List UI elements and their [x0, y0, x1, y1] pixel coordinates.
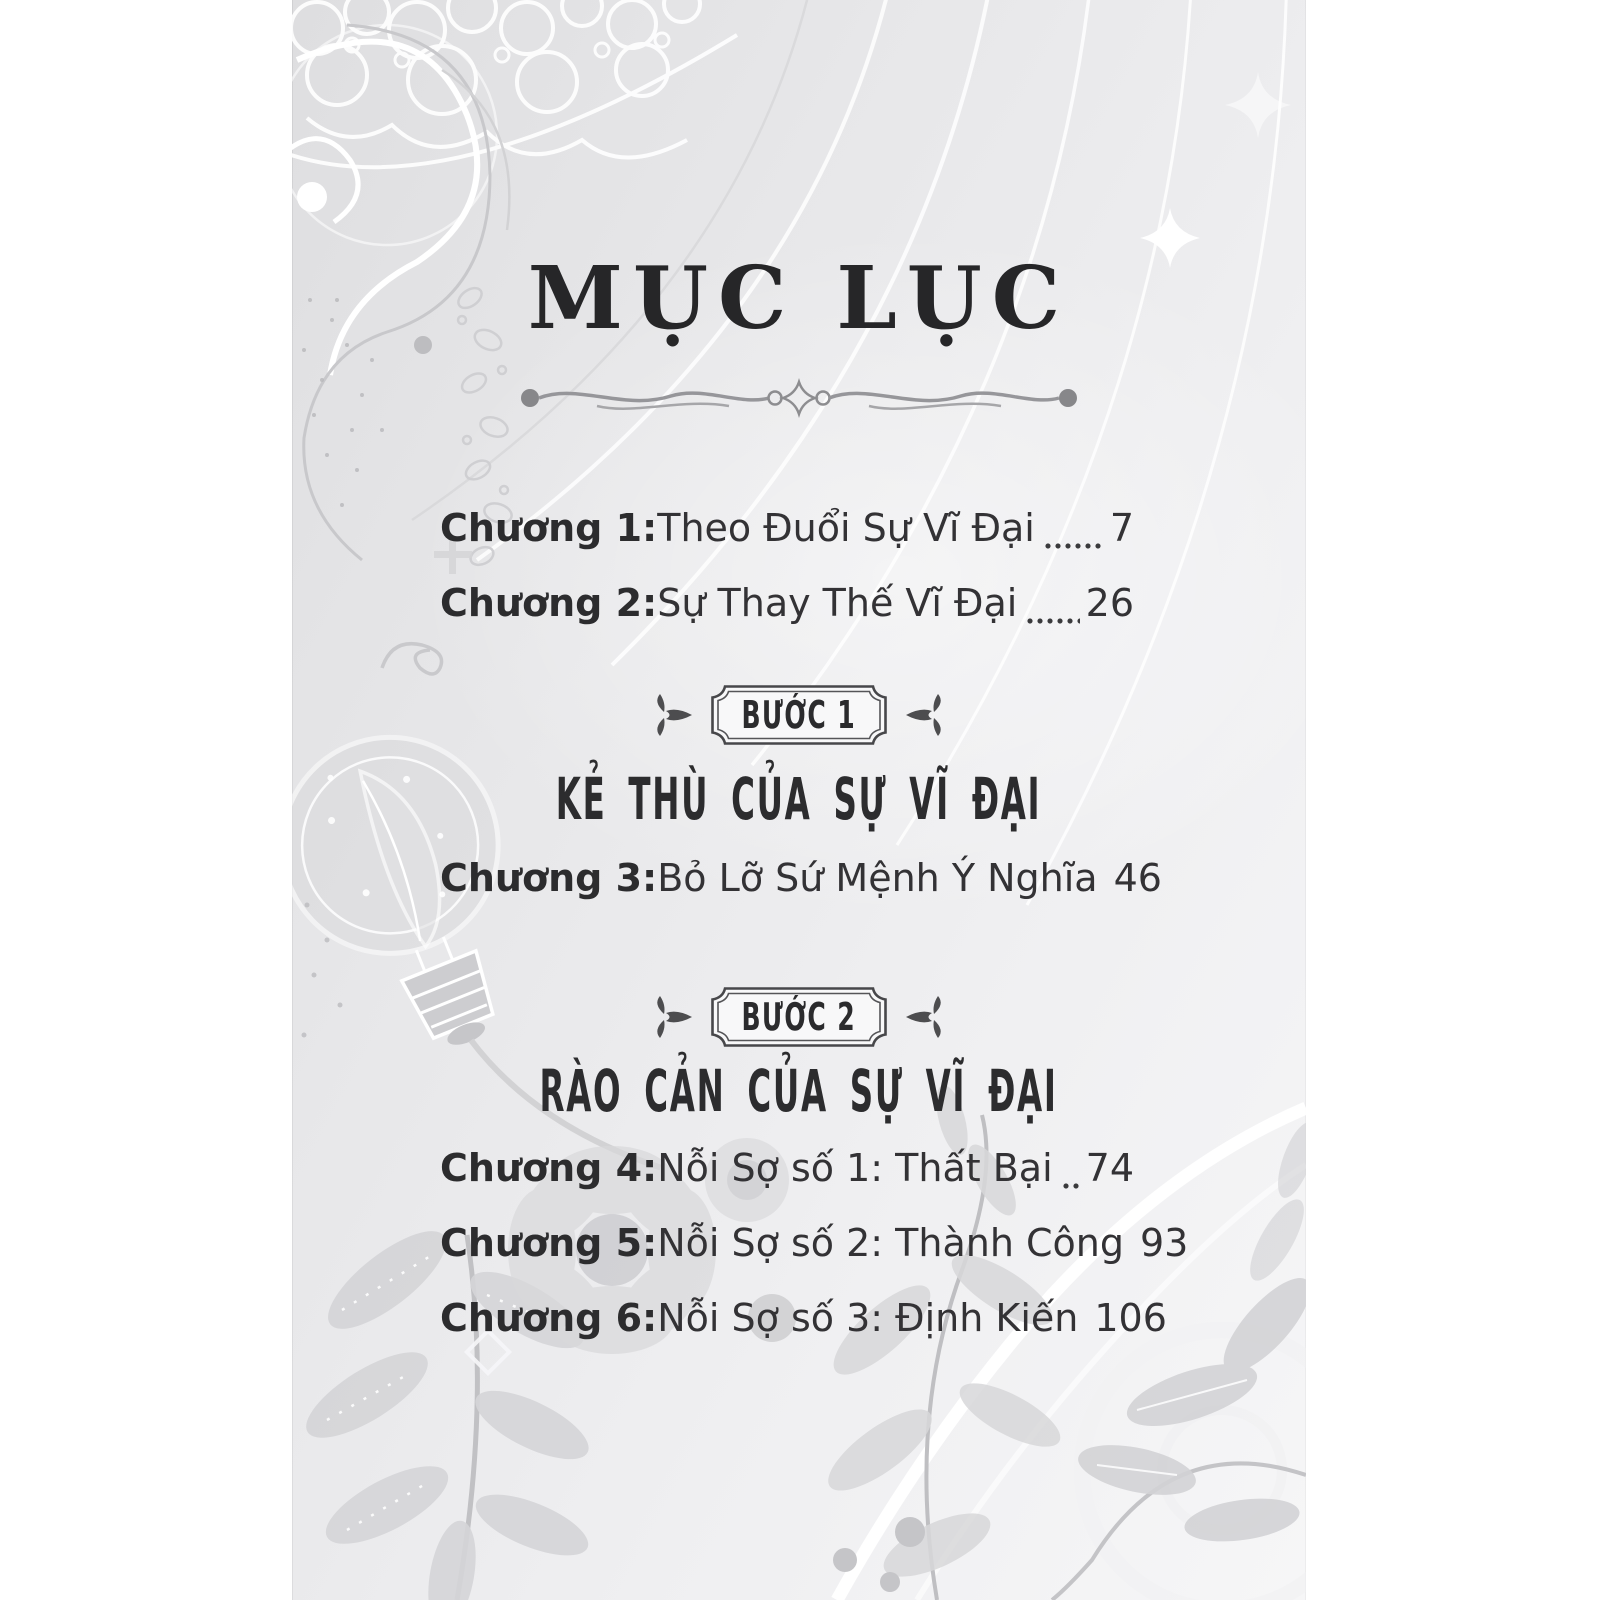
step-2-heading: RÀO CẢN CỦA SỰ VĨ ĐẠI: [539, 1057, 1059, 1125]
chapter-title: Bỏ Lỡ Sứ Mệnh Ý Nghĩa: [657, 856, 1098, 900]
chapter-page-number: 74: [1085, 1146, 1134, 1190]
flower-cluster-sketch: [292, 0, 737, 245]
step-1-badge: [647, 680, 951, 750]
step-badge-label: BƯỚC 2: [741, 995, 857, 1039]
sparkle-icon: [1140, 72, 1291, 268]
step-badge-frame: [709, 985, 889, 1049]
book-page: [292, 0, 1306, 1600]
toc-row: [440, 506, 1134, 556]
step-badge-label: BƯỚC 1: [741, 693, 857, 737]
title-divider-ornament: [519, 378, 1079, 418]
step-1-heading: KẺ THÙ CỦA SỰ VĨ ĐẠI: [556, 765, 1042, 833]
chapter-title: Nỗi Sợ số 1: Thất Bại: [657, 1146, 1053, 1190]
leaf-flourish-left-icon: [647, 692, 693, 738]
chapter-label: Chương 5:: [440, 1221, 658, 1265]
toc-row: [440, 1221, 1189, 1271]
toc-row: [440, 1296, 1167, 1346]
dotted-leader: [1045, 543, 1104, 549]
leaf-flourish-right-icon: [905, 692, 951, 738]
chapter-title: Nỗi Sợ số 3: Định Kiến: [657, 1296, 1079, 1340]
chapter-page-number: 7: [1109, 506, 1134, 550]
chapter-page-number: 93: [1140, 1221, 1189, 1265]
chapter-label: Chương 2:: [440, 581, 658, 625]
loop-doodle: [382, 644, 442, 674]
chapter-label: Chương 1:: [440, 506, 658, 550]
page-title: MỤC LỤC: [527, 248, 1071, 349]
leaf-flourish-right-icon: [905, 994, 951, 1040]
chapter-label: Chương 4:: [440, 1146, 658, 1190]
chapter-page-number: 46: [1113, 856, 1162, 900]
chapter-title: Nỗi Sợ số 2: Thành Công: [657, 1221, 1124, 1265]
chapter-label: Chương 3:: [440, 856, 658, 900]
toc-row: [440, 581, 1134, 631]
toc-row: [440, 856, 1162, 906]
step-2-badge: [647, 982, 951, 1052]
step-badge-frame: [709, 683, 889, 747]
chapter-label: Chương 6:: [440, 1296, 658, 1340]
chapter-title: Sự Thay Thế Vĩ Đại: [657, 581, 1018, 625]
dotted-leader: [1063, 1183, 1080, 1189]
chapter-title: Theo Đuổi Sự Vĩ Đại: [657, 506, 1035, 550]
toc-row: [440, 1146, 1134, 1196]
chapter-page-number: 26: [1085, 581, 1134, 625]
chapter-page-number: 106: [1094, 1296, 1167, 1340]
leaf-flourish-left-icon: [647, 994, 693, 1040]
dotted-leader: [1027, 618, 1079, 624]
